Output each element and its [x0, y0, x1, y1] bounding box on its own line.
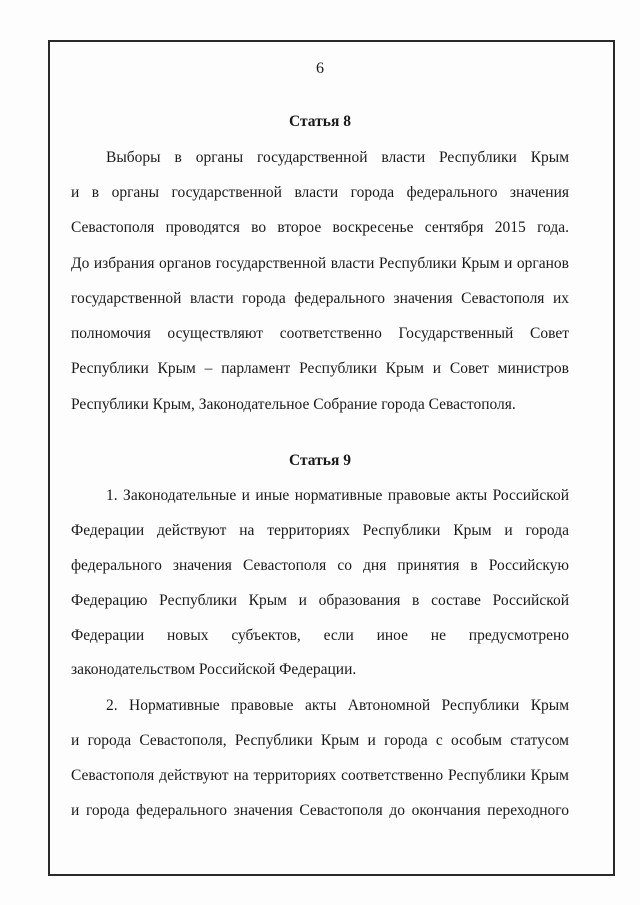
article-8-line-4: До избрания органов государственной власти Республики Крым и органов	[71, 255, 569, 272]
article-9-p2-line-3: Севастополя действуют на территориях соответственно Республики Крым	[71, 767, 569, 784]
article-9-p1-line-4: Федерацию Республики Крым и образования в составе Российской	[71, 592, 569, 609]
article-8-line-3: Севастополя проводятся во второе воскресенье сентября 2015 года.	[71, 219, 569, 236]
article-9-p2-line-4: и города федерального значения Севастополя до окончания переходного	[71, 802, 569, 819]
article-8-line-5: государственной власти города федерального значения Севастополя их	[71, 290, 569, 307]
page-number: 6	[316, 60, 324, 77]
article-9-heading: Статья 9	[289, 452, 351, 469]
article-9-p1-line-1: 1. Законодательные и иные нормативные правовые акты Российской	[106, 487, 569, 504]
article-8-line-6: полномочия осуществляют соответственно Государственный Совет	[71, 325, 569, 342]
article-9-p1-line-2: Федерации действуют на территориях Республики Крым и города	[71, 522, 569, 539]
article-8-heading: Статья 8	[289, 113, 351, 130]
article-9-p1-line-3: федерального значения Севастополя со дня принятия в Российскую	[71, 557, 569, 574]
article-9-p2-line-1: 2. Нормативные правовые акты Автономной Республики Крым	[106, 697, 569, 714]
article-8-line-1: Выборы в органы государственной власти Республики Крым	[106, 149, 569, 166]
article-9-p2-line-2: и города Севастополя, Республики Крым и города с особым статусом	[71, 732, 569, 749]
article-9-p1-line-5: Федерации новых субъектов, если иное не предусмотрено	[71, 627, 569, 644]
article-9-p1-line-6: законодательством Российской Федерации.	[71, 661, 357, 678]
article-8-line-2: и в органы государственной власти города федерального значения	[71, 184, 569, 201]
article-8-line-8: Республики Крым, Законодательное Собрание города Севастополя.	[71, 396, 516, 413]
article-8-line-7: Республики Крым – парламент Республики Крым и Совет министров	[71, 360, 569, 377]
